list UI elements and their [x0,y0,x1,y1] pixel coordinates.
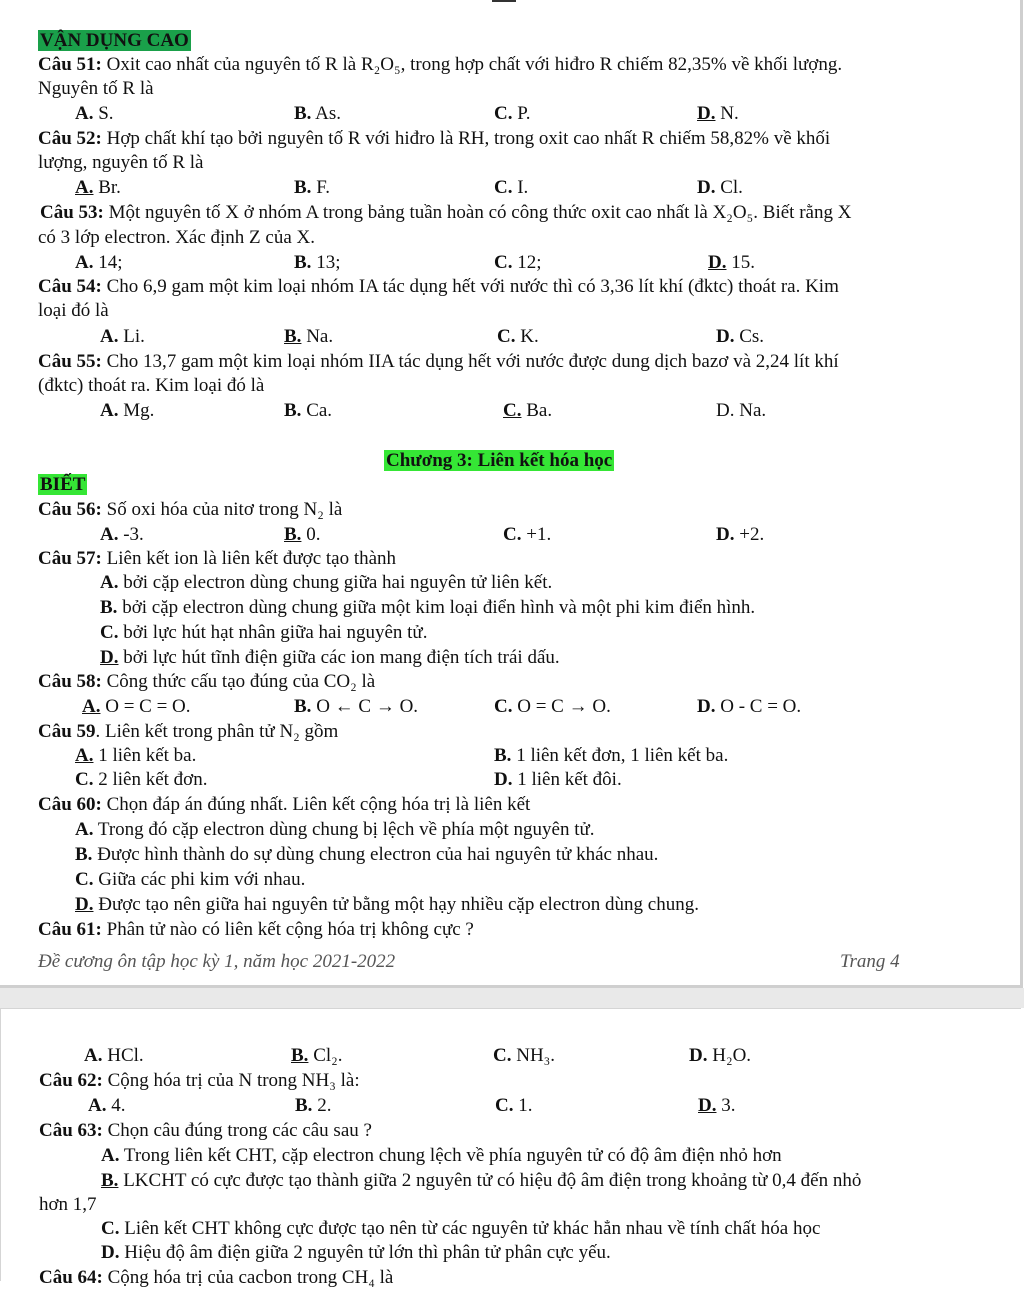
q57-option-c: C. bởi lực hút hạt nhân giữa hai nguyên tử. [100,622,428,643]
q54-option-b: B. Na. [284,326,334,347]
q53-option-b: B. 13; [294,252,341,273]
q52-option-b: B. F. [294,177,330,198]
q59-option-d: D. 1 liên kết đôi. [494,769,622,790]
question-54-cont: loại đó là [38,300,109,321]
chapter-heading: Chương 3: Liên kết hóa học [386,450,613,471]
q59-option-b: B. 1 liên kết đơn, 1 liên kết ba. [494,745,729,766]
q51-option-a: A. S. [75,103,114,124]
question-58: Câu 58: Công thức cấu tạo đúng của CO₂ là [38,671,376,692]
q51-option-b: B. As. [294,103,342,124]
page-number: Trang 4 [840,951,900,972]
q54-option-d: D. Cs. [716,326,765,347]
q62-option-d: D. 3. [698,1095,736,1116]
q59-option-c: C. 2 liên kết đơn. [75,769,208,790]
q60-option-d: D. Được tạo nên giữa hai nguyên tử bằng một hạy nhiều cặp electron dùng chung. [75,894,699,915]
q61-option-c: C. NH₃. [493,1045,556,1066]
q52-option-d: D. Cl. [697,177,743,198]
q58-option-b: B. O ← C → O. [294,696,419,717]
q60-option-a: A. Trong đó cặp electron dùng chung bị lệch về phía một nguyên tử. [75,819,595,840]
question-54: Câu 54: Cho 6,9 gam một kim loại nhóm IA tác dụng hết với nước thì có 3,36 lít khí (đktc) thoát ra. Kim [38,276,839,297]
question-53-cont: có 3 lớp electron. Xác định Z của X. [38,227,316,248]
q56-option-b: B. 0. [284,524,321,545]
q53-option-c: C. 12; [494,252,542,273]
question-59: Câu 59. Liên kết trong phân tử N₂ gồm [38,721,339,742]
q52-option-c: C. I. [494,177,529,198]
q55-option-c: C. Ba. [503,400,553,421]
q53-option-a: A. 14; [75,252,123,273]
page-footer-title: Đề cương ôn tập học kỳ 1, năm học 2021-2022 [38,951,396,972]
page-separator [0,988,1024,1008]
q57-option-a: A. bởi cặp electron dùng chung giữa hai nguyên tử liên kết. [100,572,553,593]
q63-option-a: A. Trong liên kết CHT, cặp electron chung lệch về phía nguyên tử có độ âm điện nhỏ hơn [101,1145,782,1166]
section-heading-van-dung: VẬN DỤNG CAO [40,30,189,51]
question-61: Câu 61: Phân tử nào có liên kết cộng hóa trị không cực ? [38,919,474,940]
question-63: Câu 63: Chọn câu đúng trong các câu sau ? [39,1120,372,1141]
q60-option-c: C. Giữa các phi kim với nhau. [75,869,306,890]
question-55: Câu 55: Cho 13,7 gam một kim loại nhóm IIA tác dụng hết với nước được dung dịch bazơ và 2,24 lít khí [38,351,839,372]
q62-option-b: B. 2. [295,1095,332,1116]
question-52: Câu 52: Hợp chất khí tạo bởi nguyên tố R với hiđro là RH, trong oxit cao nhất R chiếm 58,82% về khối [38,128,831,149]
q63-option-c: C. Liên kết CHT không cực được tạo nên từ các nguyên tử khác hẳn nhau về tính chất hóa học [101,1218,821,1239]
q58-option-c: C. O = C → O. [494,696,611,717]
q63-option-d: D. Hiệu độ âm điện giữa 2 nguyên tử lớn thì phân tử phân cực yếu. [101,1242,611,1263]
q55-option-a: A. Mg. [100,400,155,421]
question-56: Câu 56: Số oxi hóa của nitơ trong N₂ là [38,499,343,520]
q58-option-a: A. O = C = O. [82,696,191,717]
section-heading-biet: BIẾT [40,474,86,495]
q57-option-b: B. bởi cặp electron dùng chung giữa một kim loại điển hình và một phi kim điển hình. [100,597,756,618]
question-51: Câu 51: Oxit cao nhất của nguyên tố R là R₂O₅, trong hợp chất với hiđro R chiếm 82,35% về khối lượng. [38,54,843,75]
question-55-cont: (đktc) thoát ra. Kim loại đó là [38,375,265,396]
q53-option-d: D. 15. [708,252,755,273]
q51-option-c: C. P. [494,103,531,124]
question-57: Câu 57: Liên kết ion là liên kết được tạo thành [38,548,397,569]
q54-option-c: C. K. [497,326,539,347]
question-52-cont: lượng, nguyên tố R là [38,152,204,173]
question-60: Câu 60: Chọn đáp án đúng nhất. Liên kết cộng hóa trị là liên kết [38,794,531,815]
q61-option-d: D. H₂O. [689,1045,752,1066]
question-62: Câu 62: Cộng hóa trị của N trong NH₃ là: [39,1070,360,1091]
q52-option-a: A. Br. [75,177,121,198]
q62-option-a: A. 4. [88,1095,126,1116]
q51-option-d: D. N. [697,103,739,124]
question-64: Câu 64: Cộng hóa trị của cacbon trong CH₄ là [39,1267,394,1288]
question-53: Câu 53: Một nguyên tố X ở nhóm A trong bảng tuần hoàn có công thức oxit cao nhất là X₂O₅. Biết rằng X [40,202,852,223]
q56-option-c: C. +1. [503,524,552,545]
q62-option-c: C. 1. [495,1095,533,1116]
document-page-2 [0,1008,1021,1288]
q55-option-d: D. Na. [716,400,767,421]
q59-option-a: A. 1 liên kết ba. [75,745,197,766]
q63-option-b-cont: hơn 1,7 [39,1194,97,1215]
q60-option-b: B. Được hình thành do sự dùng chung electron của hai nguyên tử khác nhau. [75,844,659,865]
q57-option-d: D. bởi lực hút tĩnh điện giữa các ion mang điện tích trái dấu. [100,647,560,668]
q61-option-a: A. HCl. [84,1045,144,1066]
q54-option-a: A. Li. [100,326,145,347]
top-rule-mark [492,0,516,2]
q63-option-b: B. LKCHT có cực được tạo thành giữa 2 nguyên tử có hiệu độ âm điện trong khoảng từ 0,4 đến nhỏ [101,1170,862,1191]
q58-option-d: D. O - C = O. [697,696,802,717]
q56-option-d: D. +2. [716,524,765,545]
q56-option-a: A. -3. [100,524,144,545]
q61-option-b: B. Cl₂. [291,1045,343,1066]
question-51-cont: Nguyên tố R là [38,78,154,99]
q55-option-b: B. Ca. [284,400,333,421]
